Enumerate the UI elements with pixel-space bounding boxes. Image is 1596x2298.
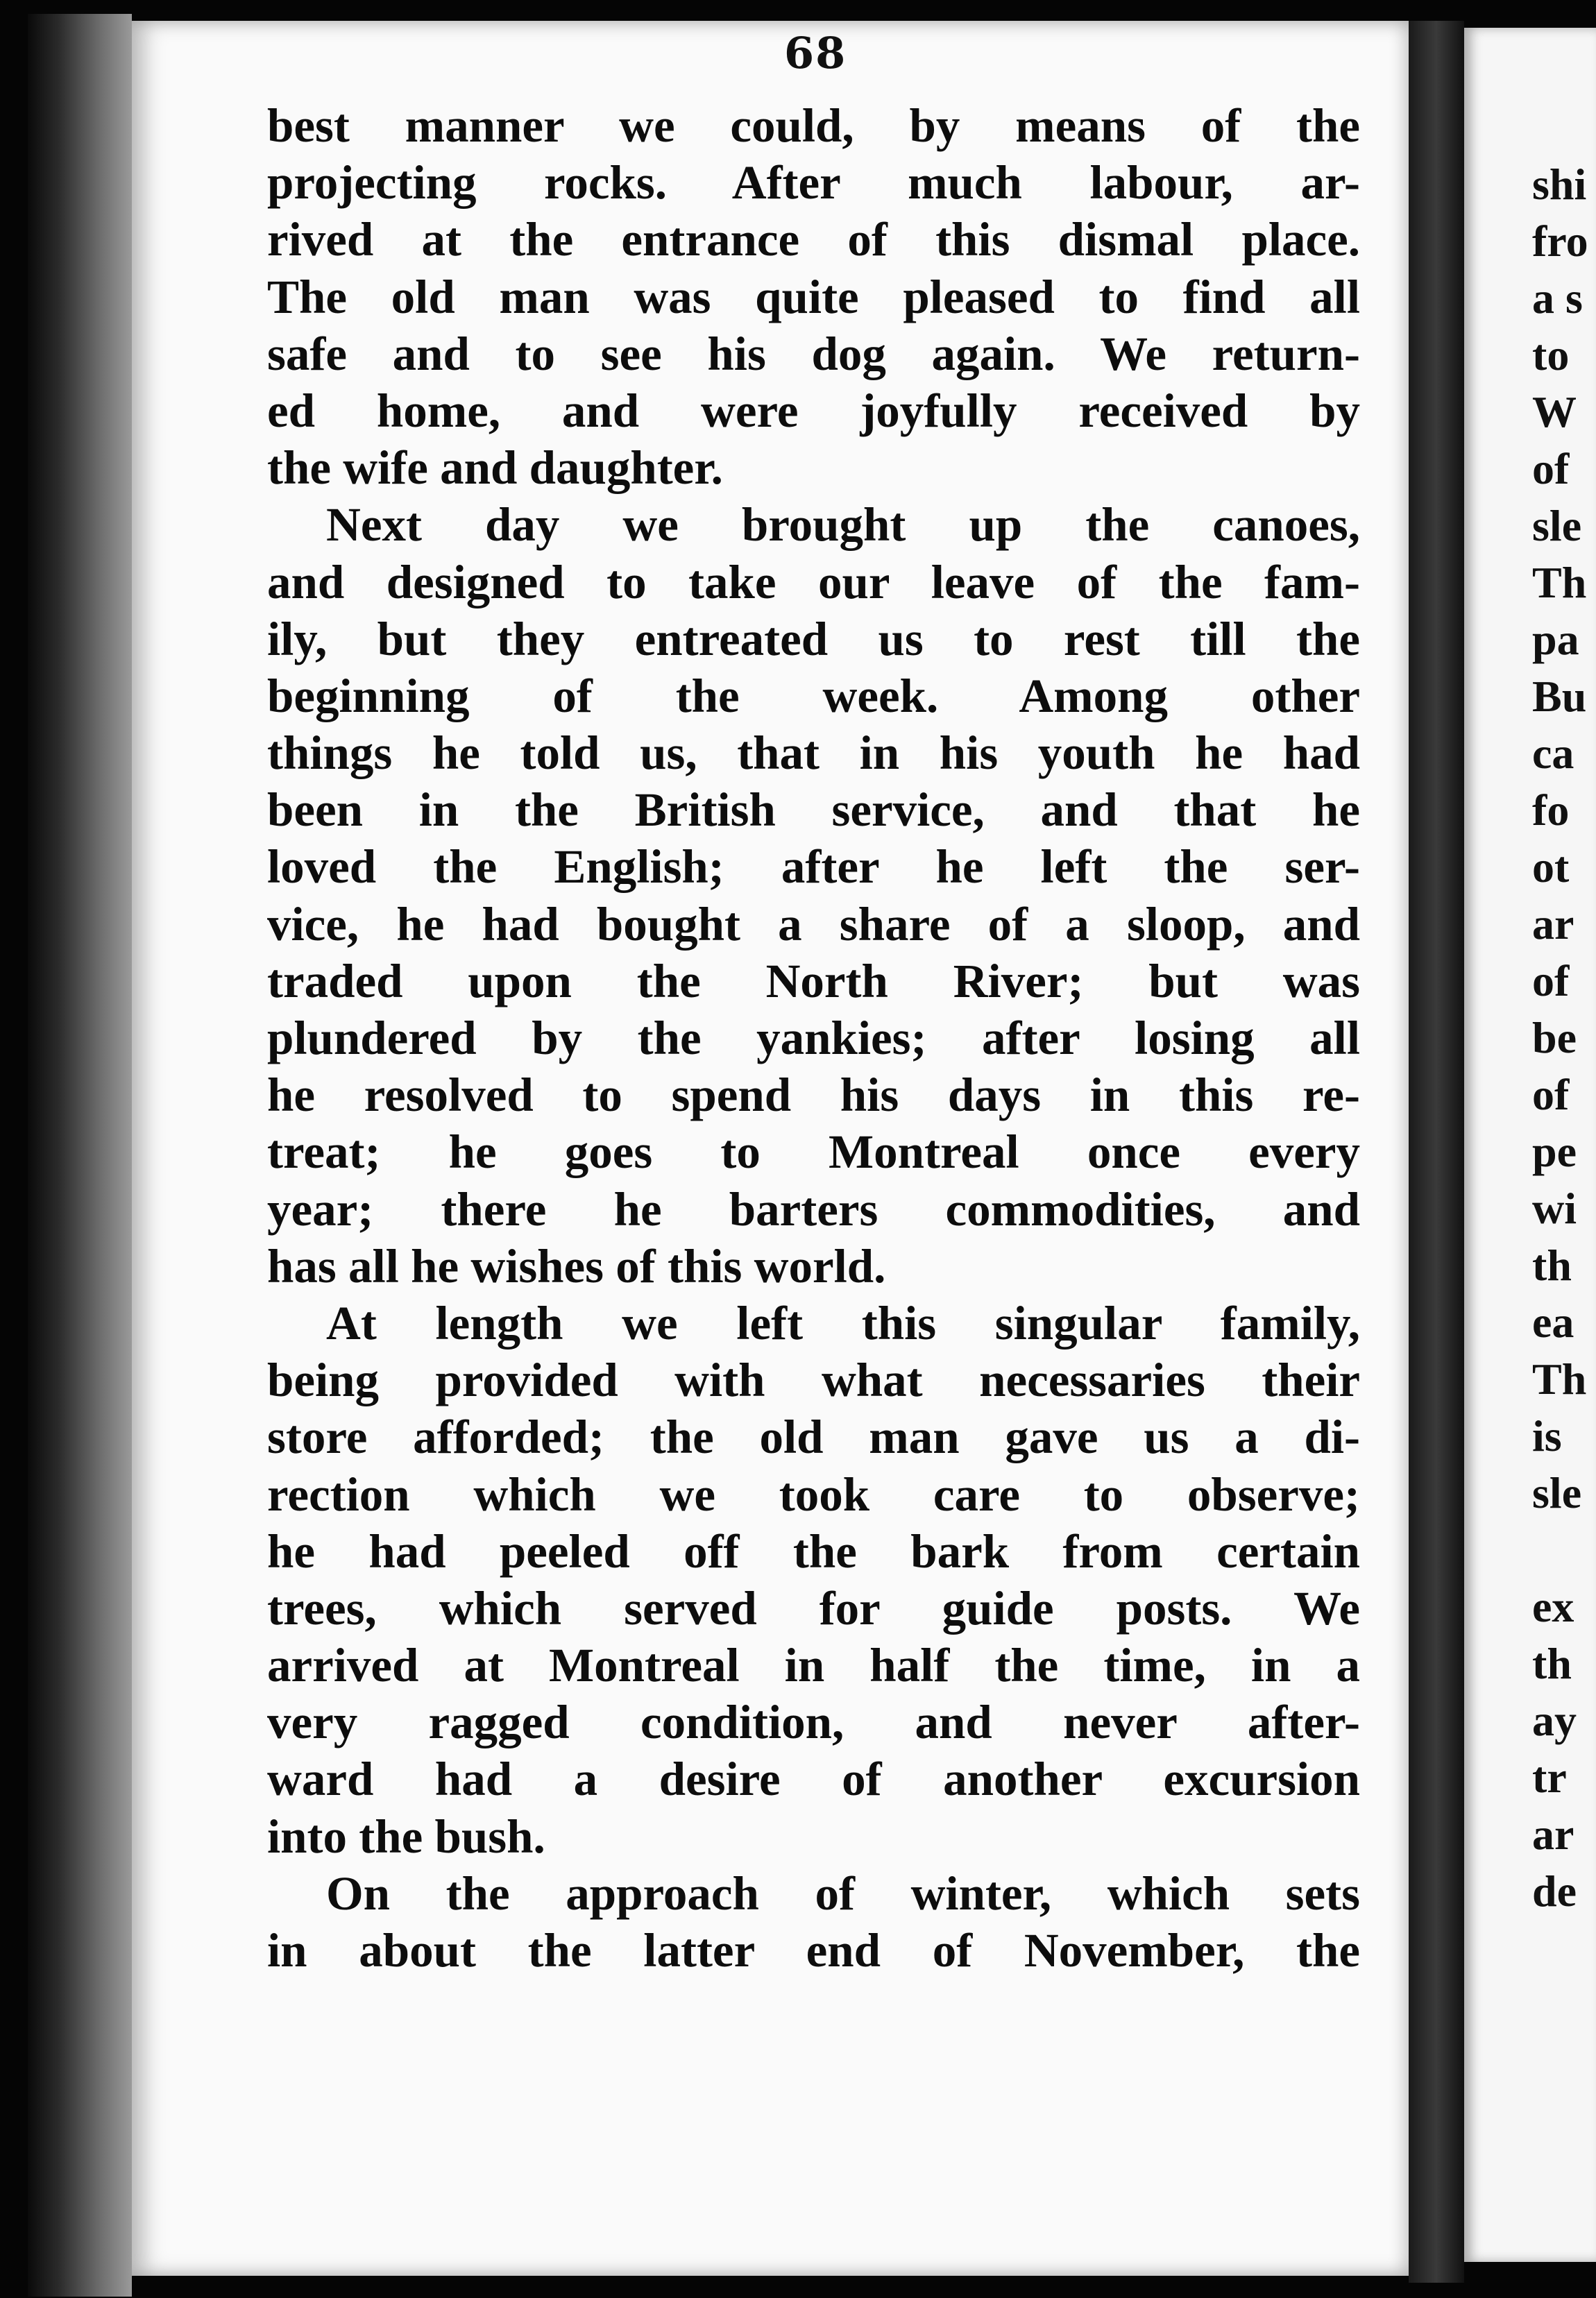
facing-page-line-fragment: be: [1532, 1013, 1577, 1062]
text-line: At length we left this singular family,: [326, 1296, 1360, 1350]
facing-page-line-fragment: sle: [1532, 501, 1582, 550]
page-body-text: [267, 97, 1360, 1979]
text-line: has all he wishes of this world.: [267, 1239, 886, 1293]
text-line: rection which we took care to observe;: [267, 1467, 1360, 1521]
facing-page-line-fragment: pa: [1532, 615, 1579, 664]
text-line: being provided with what necessaries their: [267, 1354, 1360, 1407]
text-line: beginning of the week. Among other: [267, 669, 1360, 722]
book-gutter: [1409, 21, 1464, 2283]
facing-page-line-fragment: shi: [1532, 160, 1587, 209]
facing-page-line-fragment: ay: [1532, 1696, 1577, 1745]
facing-page-line-fragment: fro: [1532, 216, 1588, 266]
text-line: ed home, and were joyfully received by: [267, 384, 1360, 437]
text-line: in about the latter end of November, the: [267, 1924, 1360, 1977]
text-line: traded upon the North River; but was: [267, 954, 1360, 1007]
facing-page-line-fragment: Th: [1532, 1354, 1587, 1404]
facing-page-line-fragment: ar: [1532, 899, 1574, 948]
page-number: 68: [784, 28, 847, 78]
text-line: The old man was quite pleased to find all: [267, 270, 1360, 323]
text-line: year; there he barters commodities, and: [267, 1182, 1360, 1236]
text-line: trees, which served for guide posts. We: [267, 1581, 1360, 1635]
text-line: into the bush.: [267, 1810, 545, 1863]
text-line: projecting rocks. After much labour, ar-: [267, 156, 1360, 210]
text-line: loved the English; after he left the ser-: [267, 840, 1360, 894]
facing-page-line-fragment: tr: [1532, 1753, 1567, 1802]
text-line: On the approach of winter, which sets: [326, 1866, 1360, 1920]
facing-page-line-fragment: [1532, 1522, 1588, 1578]
facing-page-line-fragment: ca: [1532, 729, 1574, 778]
text-line: the wife and daughter.: [267, 441, 723, 495]
text-line: vice, he had bought a share of a sloop, and: [267, 897, 1360, 951]
facing-page-line-fragment: of: [1532, 1070, 1570, 1119]
facing-page-line-fragment: W: [1532, 387, 1577, 436]
book-page-edges: [28, 14, 132, 2297]
text-line: arrived at Montreal in half the time, in a: [267, 1639, 1360, 1692]
text-line: best manner we could, by means of the: [267, 99, 1360, 152]
text-line: plundered by the yankies; after losing all: [267, 1012, 1360, 1064]
text-line: things he told us, that in his youth he had: [267, 726, 1360, 780]
text-line: store afforded; the old man gave us a di-: [267, 1411, 1360, 1464]
facing-page-line-fragment: pe: [1532, 1127, 1577, 1176]
facing-page-line-fragment: a s: [1532, 273, 1583, 323]
text-line: ward had a desire of another excursion: [267, 1753, 1360, 1806]
facing-page-line-fragment: th: [1532, 1639, 1572, 1688]
facing-page-line-fragment: of: [1532, 444, 1570, 493]
facing-page-line-fragment: ot: [1532, 842, 1570, 892]
text-line: Next day we brought up the canoes,: [326, 498, 1360, 552]
facing-page-line-fragment: de: [1532, 1866, 1577, 1916]
facing-page-line-fragment: ex: [1532, 1582, 1574, 1631]
facing-page-line-fragment: Th: [1532, 558, 1587, 607]
text-line: he had peeled off the bark from certain: [267, 1524, 1360, 1578]
facing-page-line-fragment: sle: [1532, 1468, 1582, 1517]
text-line: and designed to take our leave of the fam-: [267, 555, 1360, 608]
text-line: rived at the entrance of this dismal place.: [267, 213, 1360, 266]
facing-page-line-fragment: fo: [1532, 785, 1570, 835]
facing-page-line-fragment: of: [1532, 956, 1570, 1005]
facing-page-line-fragment: th: [1532, 1241, 1572, 1290]
facing-page-line-fragment: ea: [1532, 1297, 1574, 1347]
facing-page-text-fragments: [1532, 156, 1588, 1920]
text-line: ily, but they entreated us to rest till the: [267, 612, 1360, 665]
text-line: safe and to see his dog again. We return-: [267, 327, 1360, 380]
text-line: treat; he goes to Montreal once every: [267, 1125, 1360, 1179]
facing-page-line-fragment: Bu: [1532, 672, 1587, 721]
facing-page-line-fragment: wi: [1532, 1184, 1577, 1233]
text-line: very ragged condition, and never after-: [267, 1696, 1360, 1749]
text-line: he resolved to spend his days in this re-: [267, 1069, 1360, 1122]
facing-page-line-fragment: ar: [1532, 1810, 1574, 1859]
facing-page-line-fragment: is: [1532, 1411, 1562, 1461]
facing-page-line-fragment: to: [1532, 330, 1570, 380]
text-line: been in the British service, and that he: [267, 783, 1360, 837]
